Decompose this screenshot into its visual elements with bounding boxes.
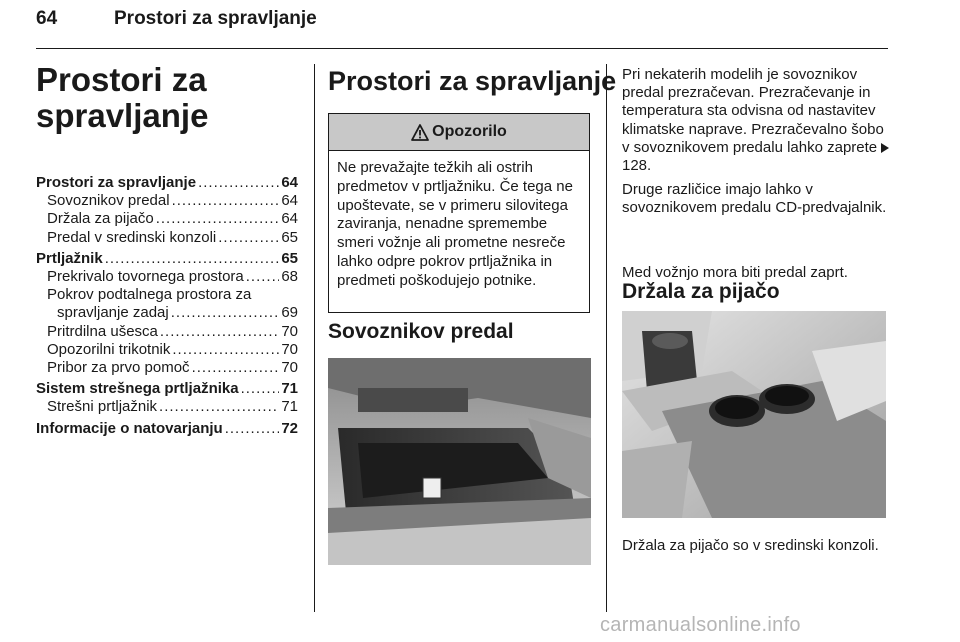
toc-entry[interactable] [36,268,298,286]
toc-leader-dots [105,250,280,268]
toc-entry-label: Sovoznikov predal [47,192,170,210]
toc-leader-dots [218,229,279,247]
warning-heading: Opozorilo [432,123,507,140]
page-reference-icon [881,143,889,153]
toc-entry[interactable] [36,420,298,438]
toc-entry-label: Prtljažnik [36,249,103,267]
warning-box [328,113,590,313]
paragraph-ventilation [622,66,892,175]
toc-entry-page: 65 [281,249,298,267]
toc-leader-dots [172,341,279,359]
toc-entry-label: Pritrdilna ušesca [47,322,158,340]
watermark: carmanualsonline.info [600,614,801,636]
toc-entry-label: Prekrivalo tovornega prostora [47,268,244,286]
toc-leader-dots [156,210,280,228]
toc-entry-label: Opozorilni trikotnik [47,340,171,358]
section-title: Prostori za spravljanje [328,66,617,96]
toc-entry[interactable] [36,250,298,268]
toc-entry[interactable] [36,359,298,377]
toc-leader-dots [246,268,280,286]
toc-leader-dots [241,380,280,398]
toc-entry[interactable] [36,323,298,341]
running-header: Prostori za spravljanje [114,8,317,29]
toc-entry[interactable] [36,304,298,322]
toc-leader-dots [160,323,279,341]
toc-entry[interactable] [36,210,298,228]
cupholder-photo [622,311,886,518]
toc-entry-page: 71 [281,398,298,416]
toc-entry-page: 70 [281,322,298,340]
toc-entry[interactable] [36,174,298,192]
warning-triangle-icon [411,124,429,141]
toc-entry-page: 70 [281,359,298,377]
toc-entry[interactable] [36,341,298,359]
toc-entry-page: 71 [281,380,298,398]
paragraph-closed-while-driving: Med vožnjo mora biti predal zaprt. [622,264,848,281]
toc-entry[interactable] [36,286,298,304]
warning-header [329,114,589,151]
toc-entry-page: 64 [281,210,298,228]
toc-entry-label: Sistem strešnega prtljažnika [36,380,239,398]
subsection-title-glovebox: Sovoznikov predal [328,320,514,343]
toc-entry-page: 70 [281,340,298,358]
toc-entry-label: Predal v sredinski konzoli [47,228,217,246]
toc-leader-dots [172,192,280,210]
warning-text: Ne prevažajte težkih ali ostrih predmetov v prtljažniku. Če tega ne upoštevate, se v primeru silovitega zaviranja, nenadne spremembe smeri vožnje ali prometne nesreče lahko odpre pokrov prtljažnika in predmeti poškodujejo potnike. [337,159,573,289]
toc-entry-page: 65 [281,228,298,246]
subsection-title-cupholders: Držala za pijačo [622,280,780,303]
toc-leader-dots [198,174,279,192]
toc-entry-label: Strešni prtljažnik [47,398,158,416]
toc-leader-dots [171,304,280,322]
toc-leader-dots [192,359,280,377]
glovebox-photo [328,358,591,565]
image-caption: Držala za pijačo so v sredinski konzoli. [622,537,879,554]
toc-leader-dots [225,420,280,438]
toc-entry[interactable] [36,380,298,398]
toc-leader-dots [159,398,279,416]
toc-entry-label: Prostori za spravljanje [36,174,197,191]
toc-entry-label: spravljanje zadaj [57,304,169,322]
toc-entry-label: Informacije o natovarjanju [36,419,223,437]
chapter-title: Prostori za spravljanje [36,61,209,134]
column-divider-1 [314,64,315,612]
paragraph-cd-player: Druge različice imajo lahko v sovoznikovem predalu CD-predvajalnik. [622,181,887,217]
toc-entry[interactable] [36,192,298,210]
page-number: 64 [36,8,58,29]
toc-entry-label: Držala za pijačo [47,210,154,228]
page-reference: 128. [622,157,652,175]
toc-entry-page: 68 [281,268,298,286]
toc-entry-label: Pribor za prvo pomoč [47,359,190,377]
paragraph-ventilation-text: Pri nekaterih modelih je sovoznikov predal prezračevan. Prezračevanje in temperatura sta odvisna od nastavitev klimatske naprave. Prezračevalno šobo v sovoznikovem predalu lahko zaprete [622,66,884,156]
toc-entry[interactable] [36,229,298,247]
header-rule [36,48,888,49]
column-divider-2 [606,64,607,612]
toc-entry-page: 69 [281,304,298,322]
table-of-contents [36,174,298,438]
toc-entry-page: 64 [281,192,298,210]
toc-entry[interactable] [36,398,298,416]
toc-entry-label: Pokrov podtalnega prostora za [47,286,252,304]
toc-entry-page: 64 [281,174,298,191]
toc-entry-page: 72 [281,419,298,437]
